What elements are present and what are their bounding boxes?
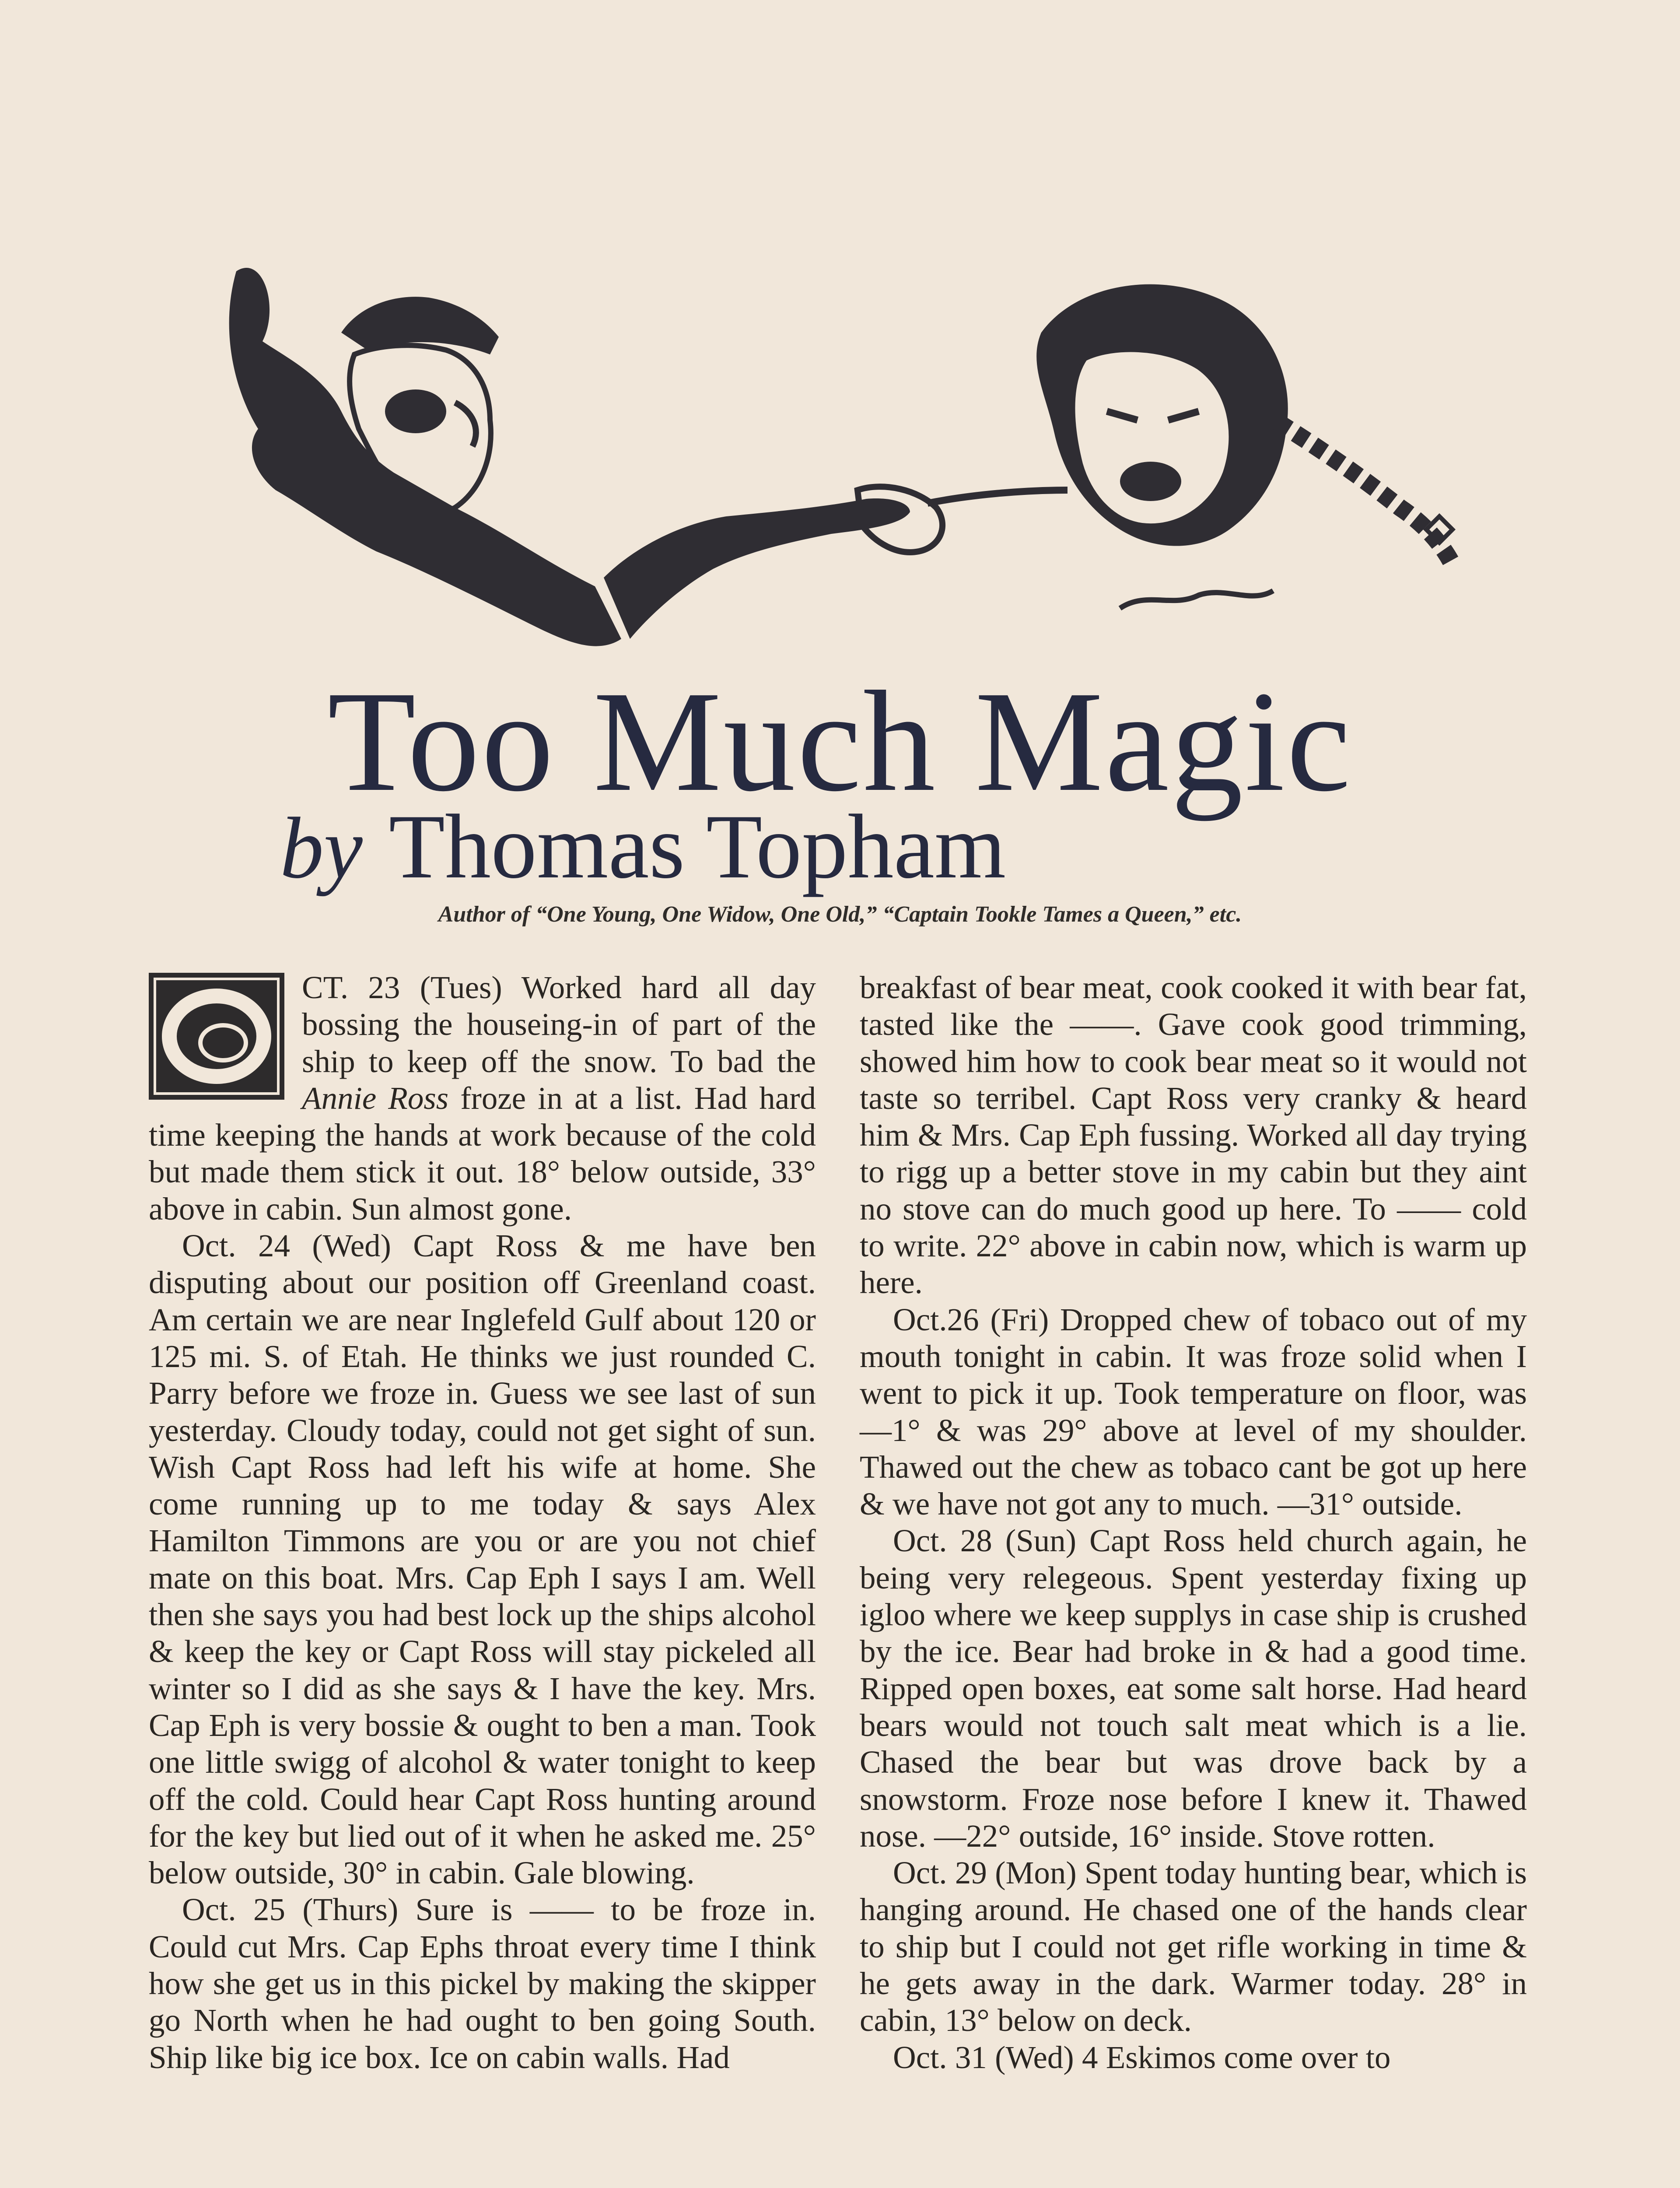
paragraph-oct-28: Oct. 28 (Sun) Capt Ross held church again, he being very relegeous. Spent yesterday fixing up igloo where we keep supplys in case ship is crushed by the ice. Bear had broke in & had a good time. Ripped open boxes, eat some salt horse. Had heard bears would not touch salt meat which is a lie. Chased the bear but was drove back by a snowstorm. Froze nose before I knew it. Thawed nose. —22° outside, 16° inside. Stove rotten. <box>860 1523 1527 1854</box>
ship-name: Annie Ross <box>302 1080 449 1116</box>
paragraph-oct-23: CT. 23 (Tues) Worked hard all day bossing the houseing-in of part of the ship to keep off the snow. To bad the Annie Ross froze in at a list. Had hard time keeping the hands at work because of the cold but made them stick it out. 18° below outside, 33° above in cabin. Sun almost gone. <box>149 970 816 1227</box>
author-credit: Author of “One Young, One Widow, One Old,” “Captain Tookle Tames a Queen,” etc. <box>438 902 1242 927</box>
drop-cap-o <box>149 973 284 1100</box>
story-title: Too Much Magic <box>327 662 1353 821</box>
paragraph-oct-25: Oct. 25 (Thurs) Sure is —— to be froze in. Could cut Mrs. Cap Ephs throat every time I think how she get us in this pickel by making the skipper go North when he had ought to ben going South. Ship like big ice box. Ice on cabin walls. Had <box>149 1892 816 2075</box>
byline <box>280 796 1418 898</box>
header-illustration <box>210 245 1522 700</box>
paragraph-oct-25-continued: breakfast of bear meat, cook cooked it with bear fat, tasted like the ——. Gave cook good trimming, showed him how to cook bear meat so it would not taste so terribel. Capt Ross very cranky & heard him & Mrs. Cap Eph fussing. Worked all day trying to rigg up a better stove in my cabin but they aint no stove can do much good up here. To —— cold to write. 22° above in cabin now, which is warm up here. <box>860 970 1527 1301</box>
byline-by: by <box>280 800 363 897</box>
text-column-left <box>149 969 816 2076</box>
author-name: Thomas Topham <box>388 796 1006 898</box>
paragraph-oct-26: Oct.26 (Fri) Dropped chew of tobaco out of my mouth tonight in cabin. It was froze solid when I went to pick it up. Took temperature on floor, was —1° & was 29° above at level of my shoulder. Thawed out the chew as tobaco cant be got up here & we have not got any to much. —31° outside. <box>860 1301 1527 1522</box>
text-column-right <box>860 969 1527 2076</box>
paragraph-oct-31: Oct. 31 (Wed) 4 Eskimos come over to <box>893 2039 1391 2075</box>
paragraph-oct-24: Oct. 24 (Wed) Capt Ross & me have ben disputing about our position off Greenland coast. Am certain we are near Inglefeld Gulf about 120 or 125 mi. S. of Etah. He thinks we just rounded C. Parry before we froze in. Guess we see last of sun yesterday. Cloudy today, could not get sight of sun. Wish Capt Ross had left his wife at home. She come running up to me today & says Alex Hamilton Timmons are you or are you not chief mate on this boat. Mrs. Cap Eph I says I am. Well then she says you had best lock up the ships alcohol & keep the key or Capt Ross will stay pickeled all winter so I did as she says & I have the key. Mrs. Cap Eph is very bossie & ought to ben a man. Took one little swigg of alcohol & water tonight to keep off the cold. Could hear Capt Ross hunting around for the key but lied out of it when he asked me. 25° below outside, 30° in cabin. Gale blowing. <box>149 1228 816 1891</box>
paragraph-oct-29: Oct. 29 (Mon) Spent today hunting bear, which is hanging around. He chased one of the hands clear to ship but I could not get rifle working in time & he gets away in the dark. Warmer today. 28° in cabin, 13° below on deck. <box>860 1855 1527 2038</box>
